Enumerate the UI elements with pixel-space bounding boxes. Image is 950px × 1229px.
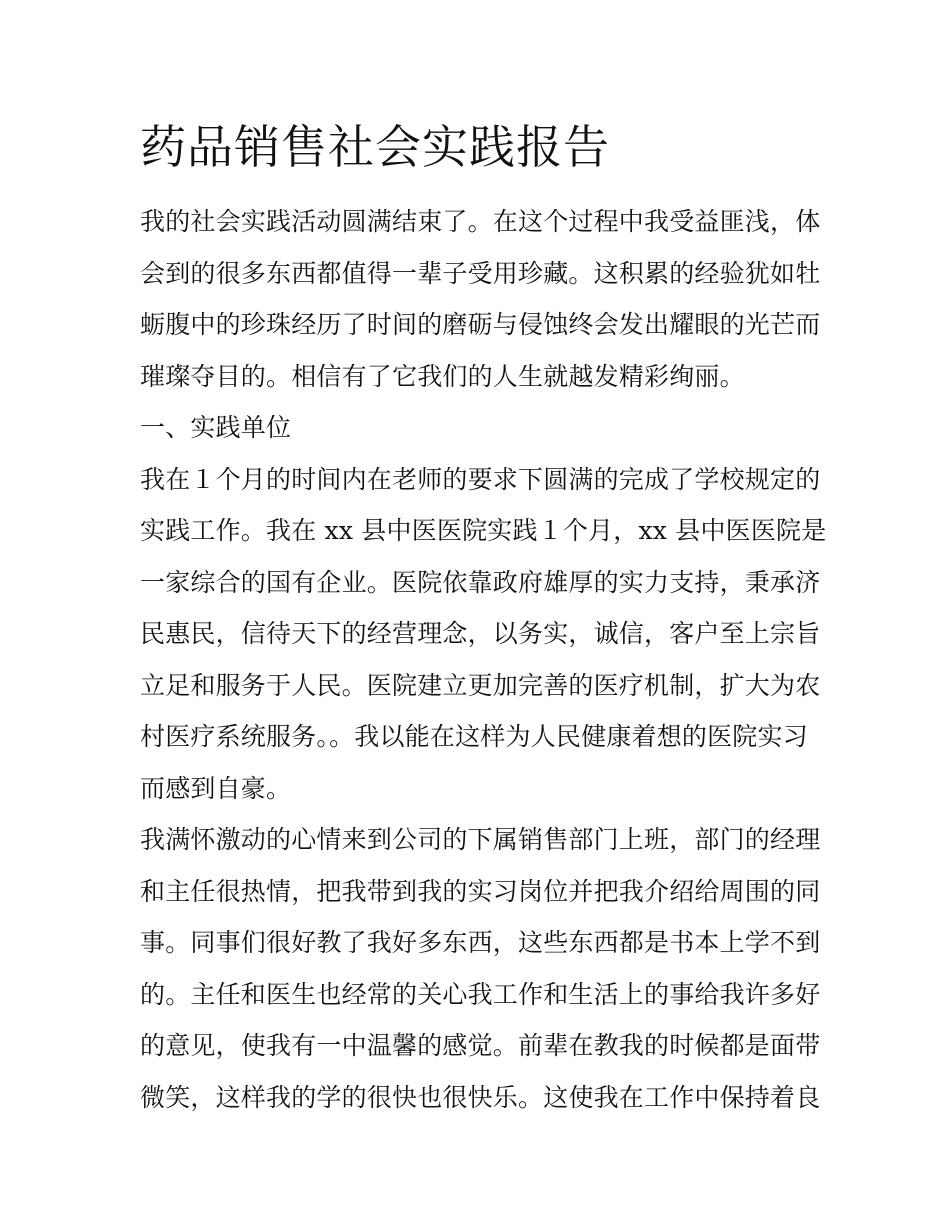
text-line: 会到的很多东西都值得一辈子受用珍藏。这积累的经验犹如牡 bbox=[140, 258, 821, 288]
text-line: 微笑，这样我的学的很快也很快乐。这使我在工作中保持着良 bbox=[140, 1082, 821, 1112]
text-line: 实践工作。我在 xx 县中医医院实践１个月，xx 县中医医院是 bbox=[140, 516, 827, 545]
text-line: 我的社会实践活动圆满结束了。在这个过程中我受益匪浅，体 bbox=[140, 207, 821, 236]
text-line: 民惠民，信待天下的经营理念，以务实，诚信，客户至上宗旨 bbox=[140, 619, 821, 648]
text-line: 蛎腹中的珍珠经历了时间的磨砺与侵蚀终会发出耀眼的光芒而 bbox=[140, 310, 821, 339]
text-line: 璀璨夺目的。相信有了它我们的人生就越发精彩绚丽。 bbox=[140, 361, 745, 391]
document-title: 药品销售社会实践报告 bbox=[140, 120, 610, 174]
text-line: 一家综合的国有企业。医院依靠政府雄厚的实力支持，秉承济 bbox=[140, 567, 821, 597]
text-line: 的意见，使我有一中温馨的感觉。前辈在教我的时候都是面带 bbox=[140, 1031, 821, 1060]
text-line: 村医疗系统服务。。我以能在这样为人民健康着想的医院实习 bbox=[140, 722, 808, 751]
text-line: 事。同事们很好教了我好多东西，这些东西都是书本上学不到 bbox=[140, 928, 821, 957]
text-line: 我满怀激动的心情来到公司的下属销售部门上班，部门的经理 bbox=[140, 825, 821, 854]
text-line: 的。主任和医生也经常的关心我工作和生活上的事给我许多好 bbox=[140, 979, 821, 1009]
text-line: 我在１个月的时间内在老师的要求下圆满的完成了学校规定的 bbox=[140, 464, 821, 494]
text-line: 立足和服务于人民。医院建立更加完善的医疗机制，扩大为农 bbox=[140, 670, 821, 700]
section-heading: 一、实践单位 bbox=[140, 413, 292, 442]
text-line: 和主任很热情，把我带到我的实习岗位并把我介绍给周围的同 bbox=[140, 876, 821, 906]
document-body bbox=[140, 196, 827, 1123]
text-line: 而感到自豪。 bbox=[140, 773, 292, 803]
